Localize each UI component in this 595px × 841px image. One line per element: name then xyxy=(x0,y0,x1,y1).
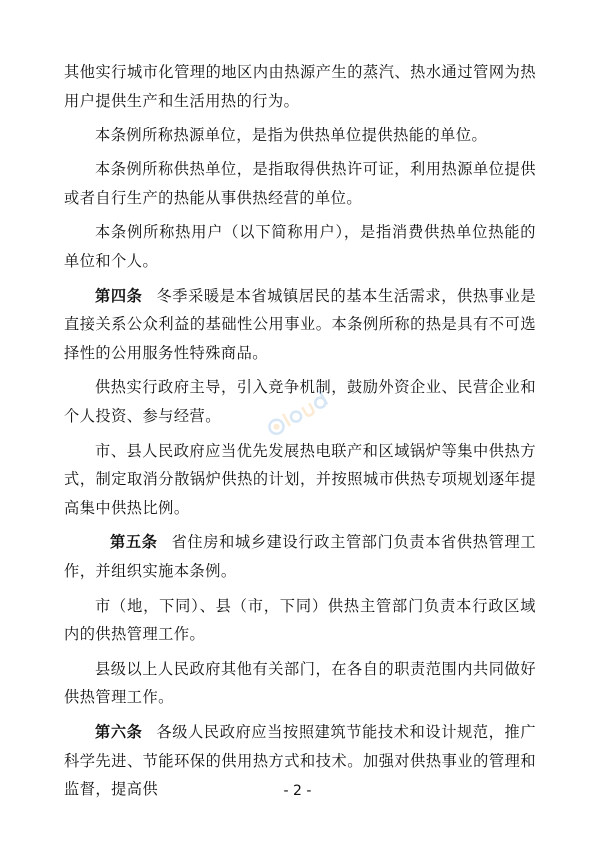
paragraph-text: 其他实行城市化管理的地区内由热源产生的蒸汽、热水通过管网为热用户提供生产和生活用热的行为。 xyxy=(64,63,536,110)
body-paragraph xyxy=(64,655,536,713)
article-paragraph xyxy=(64,282,536,368)
body-paragraph xyxy=(64,58,536,116)
body-paragraph xyxy=(64,592,536,650)
paragraph-text: 市、县人民政府应当优先发展热电联产和区域锅炉等集中供热方式，制定取消分散锅炉供热的计划，并按照城市供热专项规划逐年提高集中供热比例。 xyxy=(64,441,536,518)
paragraph-text: 本条例所称供热单位，是指取得供热许可证，利用热源单位提供或者自行生产的热能从事供热经营的单位。 xyxy=(64,160,536,208)
cloud-logo-watermark-icon xyxy=(258,384,338,440)
paragraph-text: 各级人民政府应当按照建筑节能技术和设计规范，推广科学先进、节能环保的供用热方式和技术。加强对供热事业的管理和监督，提高供 xyxy=(64,722,537,799)
paragraph-text: 供热实行政府主导，引入竞争机制，鼓励外资企业、民营企业和个人投资、参与经营。 xyxy=(64,378,536,426)
article-number: 第六条 xyxy=(95,722,143,741)
paragraph-text: 本条例所称热用户（以下简称用户），是指消费供热单位热能的单位和个人。 xyxy=(64,223,536,271)
paragraph-text: 本条例所称热源单位，是指为供热单位提供热能的单位。 xyxy=(95,126,488,145)
article-paragraph xyxy=(64,528,536,586)
article-number: 第五条 xyxy=(110,533,158,552)
paragraph-text: 市（地，下同）、县（市，下同）供热主管部门负责本行政区域内的供热管理工作。 xyxy=(64,596,536,644)
paragraph-text: 冬季采暖是本省城镇居民的基本生活需求，供热事业是直接关系公众利益的基础性公用事业。本条例所称的热是具有不可选择性的公用服务性特殊商品。 xyxy=(64,286,537,363)
body-paragraph xyxy=(64,155,536,213)
body-paragraph xyxy=(64,121,536,150)
body-paragraph xyxy=(64,437,536,523)
paragraph-text: 县级以上人民政府其他有关部门，在各自的职责范围内共同做好供热管理工作。 xyxy=(64,659,536,707)
body-paragraph xyxy=(64,218,536,276)
paragraph-text: 省住房和城乡建设行政主管部门负责本省供热管理工作，并组织实施本条例。 xyxy=(64,533,537,581)
article-number: 第四条 xyxy=(95,286,143,305)
page-number: - 2 - xyxy=(283,783,312,799)
